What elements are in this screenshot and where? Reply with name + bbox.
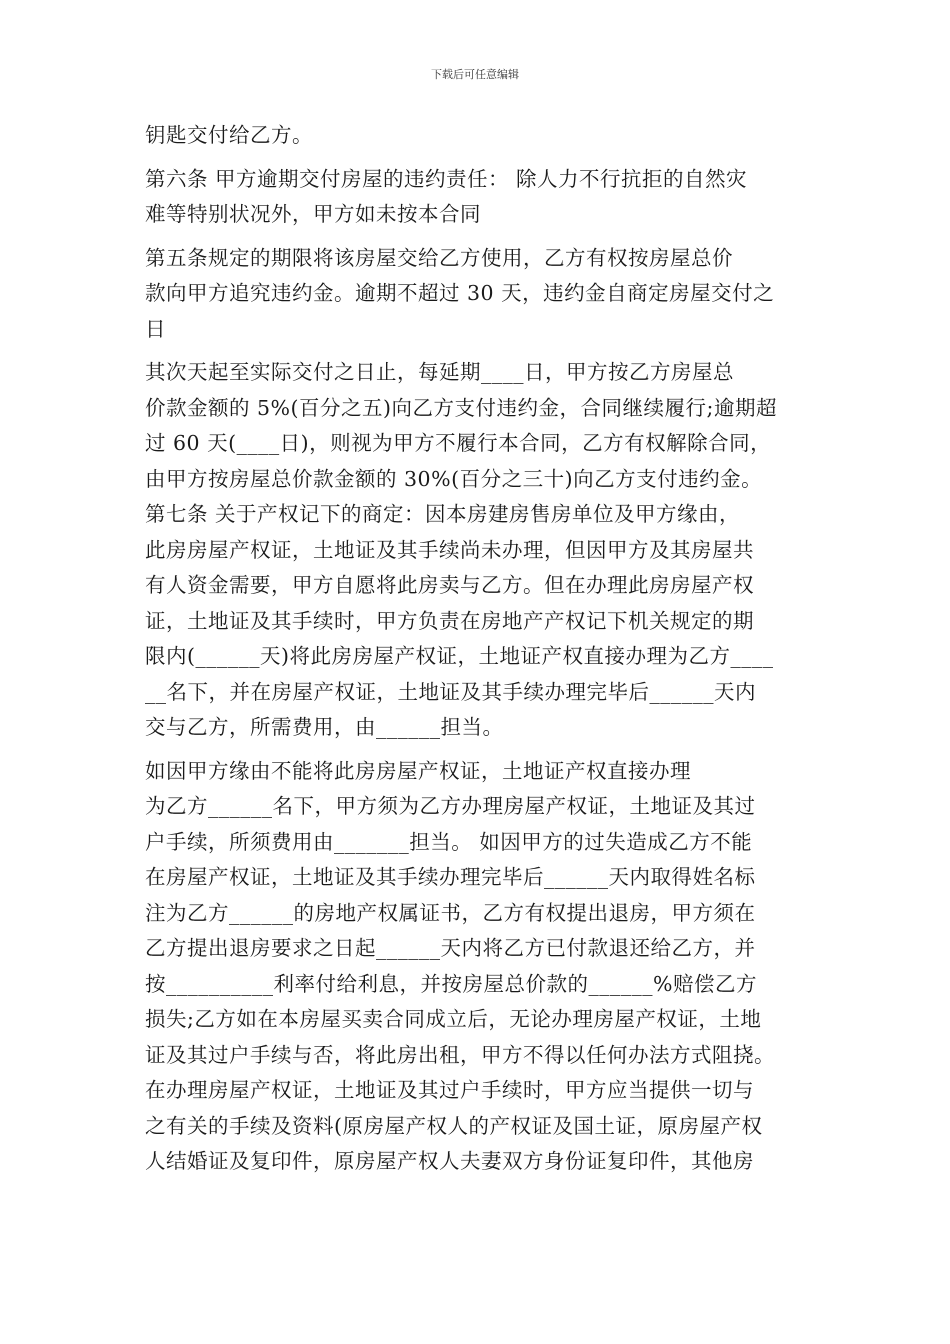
text-line: 之有关的手续及资料(原房屋产权人的产权证及国土证，原房屋产权 <box>145 1113 763 1138</box>
text-line: 乙方提出退房要求之日起______天内将乙方已付款退还给乙方，并 <box>145 936 756 960</box>
text-line: 价款金额的 5%(百分之五)向乙方支付违约金，合同继续履行;逾期超 <box>145 395 777 420</box>
text-line: 户手续，所须费用由_______担当。 如因甲方的过失造成乙方不能 <box>145 829 753 854</box>
paragraph-gap <box>145 154 815 162</box>
page-header: 下载后可任意编辑 <box>431 68 519 81</box>
text-line: 在办理房屋产权证，土地证及其过户手续时，甲方应当提供一切与 <box>145 1078 754 1102</box>
paragraph-gap <box>145 746 815 754</box>
text-line: __名下，并在房屋产权证，土地证及其手续办理完毕后______天内 <box>145 679 756 704</box>
paragraph-gap <box>145 233 815 241</box>
text-line: 由甲方按房屋总价款金额的 30%(百分之三十)向乙方支付违约金。 <box>145 466 763 491</box>
text-line: 难等特别状况外，甲方如未按本合同 <box>145 202 481 226</box>
text-line: 按__________利率付给利息，并按房屋总价款的______%赔偿乙方 <box>145 971 757 996</box>
text-line: 交与乙方，所需费用，由______担当。 <box>145 715 504 739</box>
text-line: 第五条规定的期限将该房屋交给乙方使用，乙方有权按房屋总价 <box>145 245 733 270</box>
text-line: 限内(______天)将此房房屋产权证，土地证产权直接办理为乙方____ <box>145 644 774 668</box>
text-line: 人结婚证及复印件，原房屋产权人夫妻双方身份证复印件，其他房 <box>145 1149 754 1173</box>
text-line: 如因甲方缘由不能将此房房屋产权证，土地证产权直接办理 <box>145 758 691 783</box>
document-body <box>145 118 815 1180</box>
text-line: 为乙方______名下，甲方须为乙方办理房屋产权证，土地证及其过 <box>145 794 756 818</box>
text-line: 其次天起至实际交付之日止，每延期____日，甲方按乙方房屋总 <box>145 360 734 384</box>
text-line: 钥匙交付给乙方。 <box>145 123 313 147</box>
text-line: 损失;乙方如在本房屋买卖合同成立后，无论办理房屋产权证，土地 <box>145 1007 762 1031</box>
paragraph-gap <box>145 347 815 355</box>
text-line: 证及其过户手续与否，将此房出租，甲方不得以任何办法方式阻挠。 <box>145 1042 775 1067</box>
text-line: 款向甲方追究违约金。逾期不超过 30 天，违约金自商定房屋交付之 <box>145 281 775 305</box>
text-line: 此房房屋产权证，土地证及其手续尚未办理，但因甲方及其房屋共 <box>145 537 754 562</box>
text-line: 在房屋产权证，土地证及其手续办理完毕后______天内取得姓名标 <box>145 865 756 889</box>
text-line: 有人资金需要，甲方自愿将此房卖与乙方。但在办理此房房屋产权 <box>145 573 754 597</box>
text-line: 日 <box>145 316 166 341</box>
text-line: 注为乙方______的房地产权属证书，乙方有权提出退房，甲方须在 <box>145 900 756 925</box>
text-line: 过 60 天(____日)，则视为甲方不履行本合同，乙方有权解除合同， <box>145 431 772 455</box>
text-line: 第七条 关于产权记下的商定：因本房建房售房单位及甲方缘由， <box>145 502 741 526</box>
text-line: 第六条 甲方逾期交付房屋的违约责任： 除人力不行抗拒的自然灾 <box>145 166 748 191</box>
text-line: 证，土地证及其手续时，甲方负责在房地产产权记下机关规定的期 <box>145 608 754 633</box>
